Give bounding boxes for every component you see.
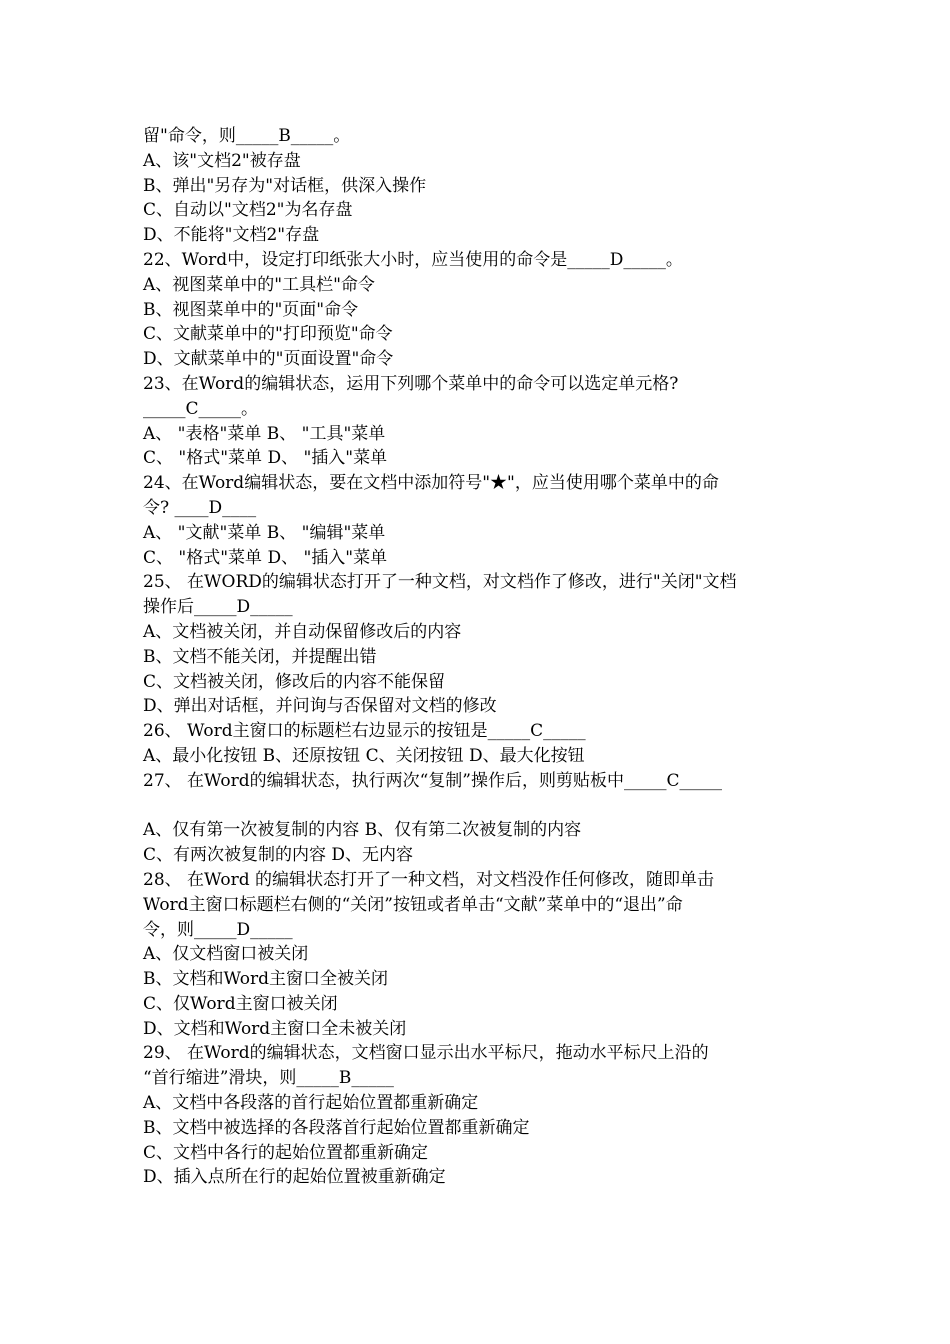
text-line: D、插入点所在行的起始位置被重新确定 (143, 1167, 446, 1188)
question-22: 22、Word中，设定打印纸张大小时，应当使用的命令是_____D_____。 (143, 249, 683, 270)
question-26: 26、 Word主窗口的标题栏右边显示的按钮是_____C_____ (143, 721, 586, 742)
question-25: 25、 在WORD的编辑状态打开了一种文档，对文档作了修改，进行"关闭"文档 (143, 572, 737, 593)
text-line: A、文档被关闭，并自动保留修改后的内容 (143, 621, 462, 642)
text-line: A、 "文献"菜单 B、 "编辑"菜单 (143, 522, 386, 543)
question-27: 27、 在Word的编辑状态，执行两次“复制”操作后，则剪贴板中_____C_____ (143, 770, 722, 791)
text-line: C、文献菜单中的"打印预览"命令 (143, 324, 393, 345)
text-line: A、 "表格"菜单 B、 "工具"菜单 (143, 423, 386, 444)
text-line: B、文档不能关闭，并提醒出错 (143, 646, 377, 667)
text-line: A、仅有第一次被复制的内容 B、仅有第二次被复制的内容 (143, 820, 582, 841)
text-line: A、文档中各段落的首行起始位置都重新确定 (143, 1093, 479, 1114)
text-line: D、文档和Word主窗口全未被关闭 (143, 1018, 407, 1039)
text-line: B、视图菜单中的"页面"命令 (143, 299, 359, 320)
question-23: 23、在Word的编辑状态，运用下列哪个菜单中的命令可以选定单元格? (143, 373, 679, 394)
question-24: 24、在Word编辑状态，要在文档中添加符号"★"，应当使用哪个菜单中的命 (143, 473, 719, 494)
text-line: B、弹出"另存为"对话框，供深入操作 (143, 175, 427, 196)
text-line: D、文献菜单中的"页面设置"命令 (143, 349, 394, 370)
text-line: A、该"文档2"被存盘 (143, 150, 301, 171)
text-line: C、 "格式"菜单 D、 "插入"菜单 (143, 547, 388, 568)
text-line: B、文档中被选择的各段落首行起始位置都重新确定 (143, 1117, 530, 1138)
text-line: 操作后_____D_____ (143, 597, 293, 618)
text-line: C、 "格式"菜单 D、 "插入"菜单 (143, 448, 388, 469)
text-line: C、有两次被复制的内容 D、无内容 (143, 845, 414, 866)
text-line: A、仅文档窗口被关闭 (143, 944, 309, 965)
text-line: 令? ____D____ (143, 497, 257, 518)
text-line: C、仅Word主窗口被关闭 (143, 993, 338, 1014)
text-line: C、文档被关闭，修改后的内容不能保留 (143, 671, 446, 692)
document-body (143, 124, 823, 1190)
question-28: 28、 在Word 的编辑状态打开了一种文档，对文档没作任何修改，随即单击 (143, 869, 715, 890)
text-line: _____C_____。 (143, 398, 259, 419)
text-line: Word主窗口标题栏右侧的“关闭”按钮或者单击“文献”菜单中的“退出”命 (143, 894, 683, 915)
text-line: D、弹出对话框，并问询与否保留对文档的修改 (143, 696, 497, 717)
text-line: C、自动以"文档2"为名存盘 (143, 200, 353, 221)
text-line: B、文档和Word主窗口全被关闭 (143, 969, 389, 990)
text-line: 留"命令，则_____B_____。 (143, 126, 351, 146)
text-line: A、视图菜单中的"工具栏"命令 (143, 274, 375, 295)
text-line: C、文档中各行的起始位置都重新确定 (143, 1142, 429, 1163)
question-29: 29、 在Word的编辑状态，文档窗口显示出水平标尺，拖动水平标尺上沿的 (143, 1043, 709, 1064)
text-line: D、不能将"文档2"存盘 (143, 225, 320, 246)
text-line: “首行缩进”滑块，则_____B_____ (143, 1068, 394, 1089)
blank-line (143, 794, 823, 819)
text-line: 令，则_____D_____ (143, 919, 293, 940)
text-line: A、最小化按钮 B、还原按钮 C、关闭按钮 D、最大化按钮 (143, 745, 585, 766)
